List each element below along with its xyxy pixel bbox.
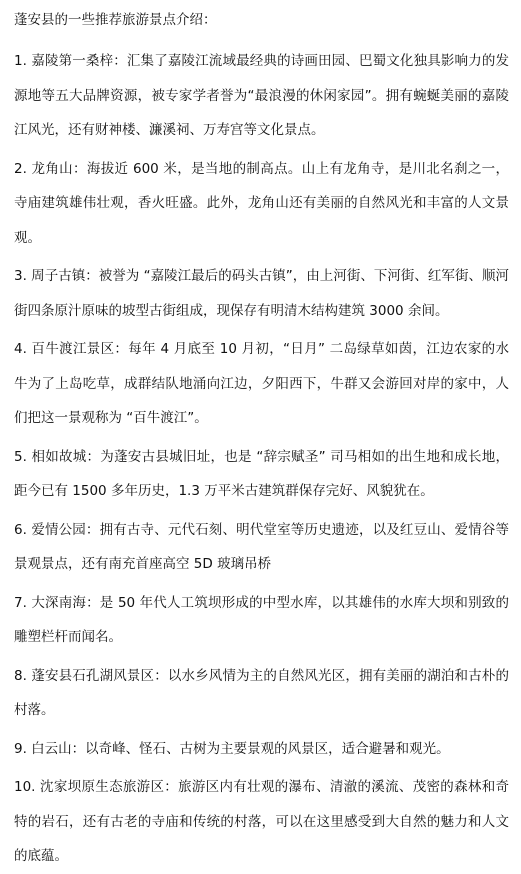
attraction-item-5: 5. 相如故城：为蓬安古县城旧址，也是 “辞宗赋圣” 司马相如的出生地和成长地，距今已有 1500 多年历史，1.3 万平米古建筑群保存完好、风貌犹在。 <box>14 448 509 499</box>
attraction-list <box>14 44 509 874</box>
attraction-item-2: 2. 龙角山：海拔近 600 米，是当地的制高点。山上有龙角寺，是川北名刹之一，寺庙建筑雄伟壮观，香火旺盛。此外，龙角山还有美丽的自然风光和丰富的人文景观。 <box>14 160 509 246</box>
attraction-item-4: 4. 百牛渡江景区：每年 4 月底至 10 月初，“日月” 二岛绿草如茵，江边农家的水牛为了上岛吃草，成群结队地涌向江边，夕阳西下，牛群又会游回对岸的家中，人们把这一景观称为 “百牛渡江”。 <box>14 341 509 426</box>
attraction-item-1: 1. 嘉陵第一桑梓：汇集了嘉陵江流域最经典的诗画田园、巴蜀文化独具影响力的发源地等五大品牌资源，被专家学者誉为“最浪漫的休闲家园”。拥有蜿蜒美丽的嘉陵江风光，还有财神楼、濂溪祠、万寿宫等文化景点。 <box>14 53 509 138</box>
attraction-item-6: 6. 爱情公园：拥有古寺、元代石刻、明代堂室等历史遗迹，以及红豆山、爱情谷等景观景点，还有南充首座高空 5D 玻璃吊桥 <box>14 521 509 572</box>
attraction-item-9: 9. 白云山：以奇峰、怪石、古树为主要景观的风景区，适合避暑和观光。 <box>14 740 450 757</box>
attraction-item-3: 3. 周子古镇：被誉为 “嘉陵江最后的码头古镇”，由上河街、下河街、红军街、顺河街四条原汁原味的坡型古街组成，现保存有明清木结构建筑 3000 余间。 <box>14 268 509 319</box>
attraction-item-8: 8. 蓬安县石孔湖风景区：以水乡风情为主的自然风光区，拥有美丽的湖泊和古朴的村落。 <box>14 667 509 718</box>
document-title: 蓬安县的一些推荐旅游景点介绍： <box>14 12 217 28</box>
attraction-item-10: 10. 沈家坝原生态旅游区：旅游区内有壮观的瀑布、清澈的溪流、茂密的森林和奇特的岩石，还有古老的寺庙和传统的村落，可以在这里感受到大自然的魅力和人文的底蕴。 <box>14 779 509 864</box>
attraction-item-7: 7. 大深南海：是 50 年代人工筑坝形成的中型水库，以其雄伟的水库大坝和别致的雕塑栏杆而闻名。 <box>14 594 509 645</box>
